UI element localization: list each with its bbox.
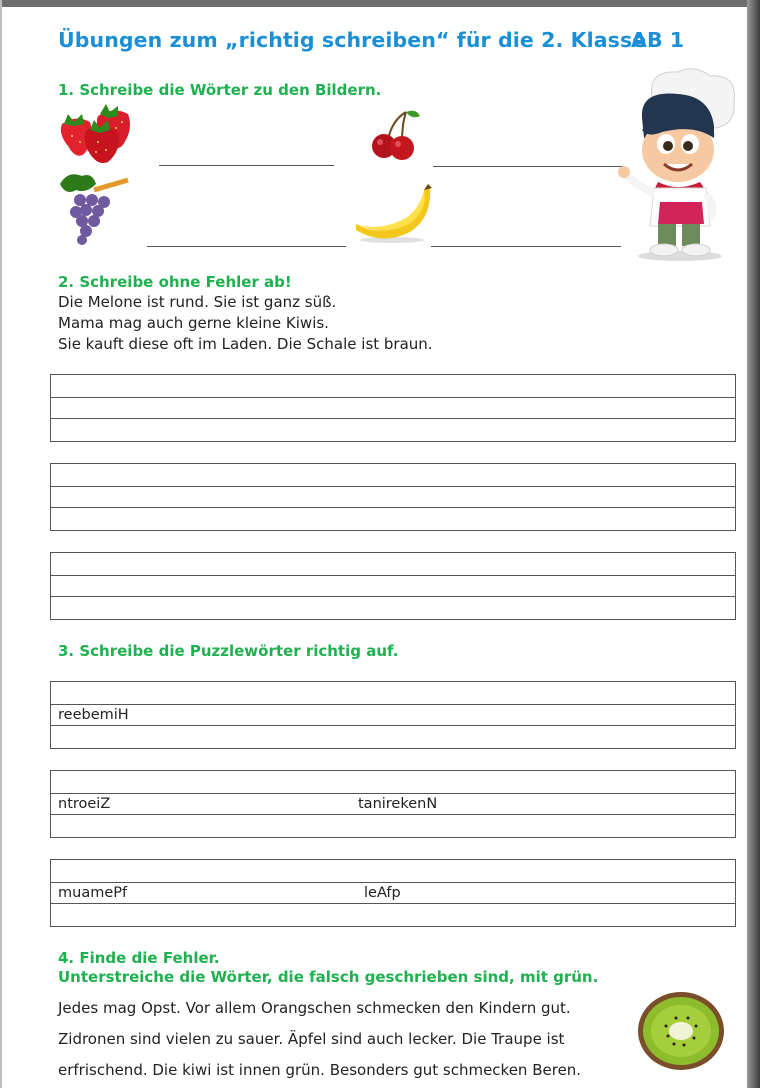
writing-line[interactable]	[51, 464, 735, 487]
writing-line[interactable]	[51, 508, 735, 530]
answer-line-strawberries[interactable]	[159, 165, 334, 166]
writing-line[interactable]	[51, 553, 735, 576]
puzzle-word: muamePf	[58, 885, 128, 901]
writing-line[interactable]	[51, 398, 735, 419]
cherries-icon	[366, 106, 422, 162]
section1-heading: 1. Schreibe die Wörter zu den Bildern.	[58, 81, 382, 99]
worksheet-title-text: Übungen zum „richtig schreiben“ für die 2. Klasse	[58, 28, 647, 52]
writing-box-3[interactable]	[50, 552, 736, 620]
banana-icon	[352, 184, 432, 244]
puzzle-box-2[interactable]	[50, 770, 736, 838]
writing-box-2[interactable]	[50, 463, 736, 531]
grapes-icon	[56, 170, 130, 246]
page-top-border	[0, 0, 760, 7]
section2-heading: 2. Schreibe ohne Fehler ab!	[58, 273, 292, 291]
puzzle-word: leAfp	[364, 885, 401, 901]
puzzle-box-1[interactable]	[50, 681, 736, 749]
writing-line[interactable]	[51, 597, 735, 619]
section4-heading: 4. Finde die Fehler.	[58, 949, 220, 967]
chef-boy-illustration	[618, 66, 744, 262]
puzzle-word: ntroeiZ	[58, 796, 111, 812]
error-text-line-2[interactable]: Zidronen sind vielen zu sauer. Äpfel sind auch lecker. Die Traupe ist	[58, 1030, 565, 1048]
error-text-line-3[interactable]: erfrischend. Die kiwi ist innen grün. Besonders gut schmecken Beren.	[58, 1061, 582, 1079]
strawberries-icon	[58, 100, 136, 166]
writing-line[interactable]	[51, 419, 735, 441]
copy-text-line-2: Mama mag auch gerne kleine Kiwis.	[58, 314, 329, 332]
puzzle-word-row[interactable]	[51, 883, 735, 904]
copy-text-line-3: Sie kauft diese oft im Laden. Die Schale ist braun.	[58, 335, 433, 353]
section3-heading: 3. Schreibe die Puzzlewörter richtig auf.	[58, 642, 399, 660]
worksheet-title	[58, 28, 685, 52]
copy-text-line-1: Die Melone ist rund. Sie ist ganz süß.	[58, 293, 337, 311]
writing-line[interactable]	[51, 487, 735, 508]
writing-line[interactable]	[51, 815, 735, 837]
section4-instruction: Unterstreiche die Wörter, die falsch geschrieben sind, mit grün.	[58, 968, 599, 986]
puzzle-word-row[interactable]	[51, 705, 735, 726]
writing-line[interactable]	[51, 771, 735, 794]
writing-line[interactable]	[51, 576, 735, 597]
writing-line[interactable]	[51, 904, 735, 926]
puzzle-box-3[interactable]	[50, 859, 736, 927]
page-left-border	[0, 0, 2, 1088]
puzzle-word-row[interactable]	[51, 794, 735, 815]
worksheet-number: AB 1	[631, 28, 685, 52]
puzzle-word: tanirekenN	[358, 796, 438, 812]
answer-line-cherries[interactable]	[433, 166, 624, 167]
error-text-line-1[interactable]: Jedes mag Opst. Vor allem Orangschen schmecken den Kindern gut.	[58, 999, 571, 1017]
writing-line[interactable]	[51, 860, 735, 883]
writing-box-1[interactable]	[50, 374, 736, 442]
answer-line-banana[interactable]	[431, 246, 621, 247]
answer-line-grapes[interactable]	[147, 246, 346, 247]
puzzle-word: reebemiH	[58, 707, 129, 723]
kiwi-icon	[636, 990, 726, 1072]
writing-line[interactable]	[51, 682, 735, 705]
page-right-border	[747, 0, 760, 1088]
writing-line[interactable]	[51, 726, 735, 748]
writing-line[interactable]	[51, 375, 735, 398]
